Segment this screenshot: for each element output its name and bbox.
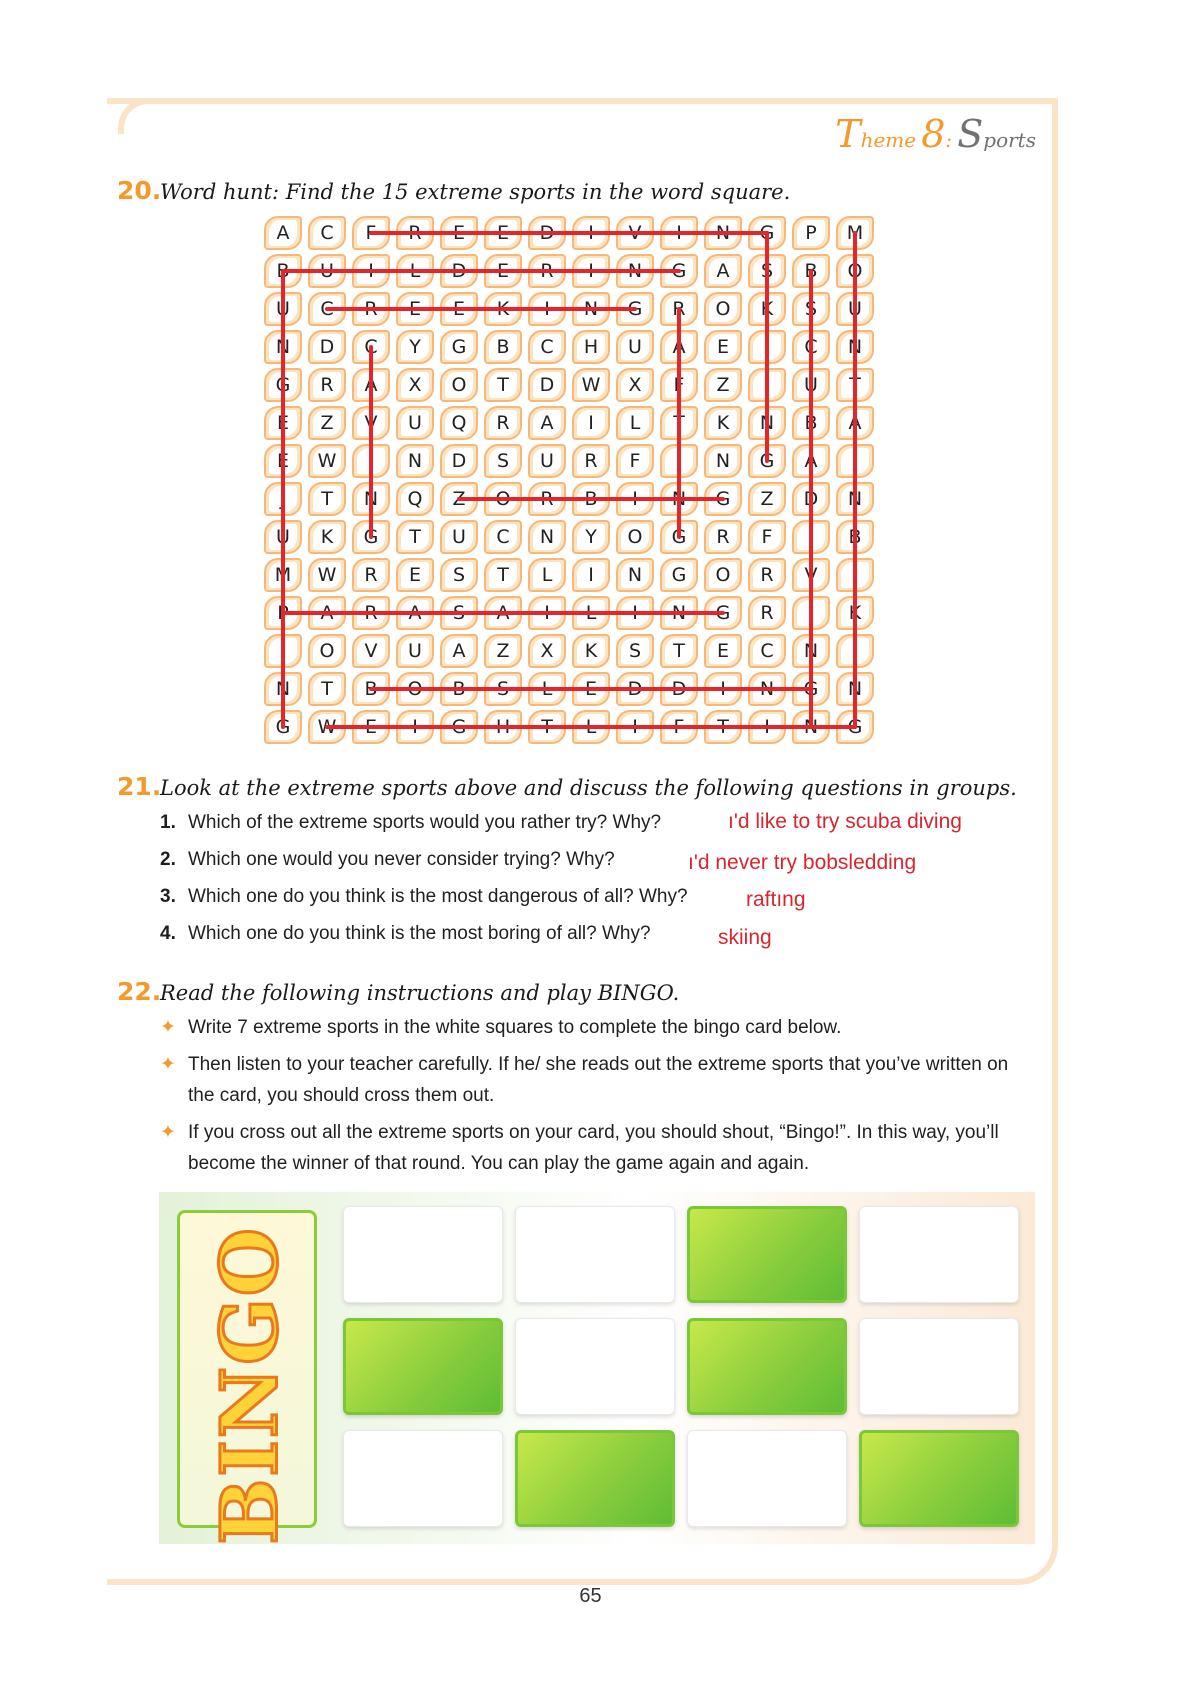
grid-cell: O	[616, 520, 654, 554]
bingo-green-square	[343, 1318, 503, 1415]
grid-cell: G	[792, 672, 830, 706]
grid-cell: K	[572, 634, 610, 668]
grid-cell: E	[396, 558, 434, 592]
grid-cell: Z	[484, 634, 522, 668]
bingo-white-square[interactable]	[515, 1206, 675, 1303]
grid-cell: I	[748, 368, 786, 402]
grid-cell: S	[484, 672, 522, 706]
grid-cell: Z	[748, 482, 786, 516]
word-square	[264, 216, 879, 748]
grid-cell: G	[660, 254, 698, 288]
grid-cell: X	[528, 634, 566, 668]
grid-cell: K	[484, 292, 522, 326]
grid-cell: I	[836, 444, 874, 478]
grid-cell: R	[352, 596, 390, 630]
grid-cell: E	[704, 634, 742, 668]
grid-cell: Q	[440, 406, 478, 440]
grid-cell: W	[308, 558, 346, 592]
grid-cell: S	[616, 634, 654, 668]
grid-cell: W	[308, 710, 346, 744]
grid-cell: G	[704, 596, 742, 630]
grid-cell: N	[660, 596, 698, 630]
grid-cell: N	[792, 634, 830, 668]
grid-cell: V	[352, 634, 390, 668]
grid-cell: I	[352, 254, 390, 288]
grid-cell: C	[352, 330, 390, 364]
grid-cell: G	[660, 520, 698, 554]
grid-cell: I	[572, 406, 610, 440]
grid-cell: I	[660, 216, 698, 250]
grid-cell: X	[396, 368, 434, 402]
grid-cell: G	[748, 216, 786, 250]
grid-cell: A	[484, 596, 522, 630]
grid-cell: O	[704, 292, 742, 326]
grid-cell: L	[528, 672, 566, 706]
grid-cell: R	[704, 520, 742, 554]
grid-cell: O	[308, 634, 346, 668]
q22-title: Read the following instructions and play BINGO.	[160, 981, 680, 1005]
grid-cell: A	[440, 634, 478, 668]
grid-cell: P	[792, 216, 830, 250]
grid-cell: U	[396, 634, 434, 668]
q20-title: Word hunt: Find the 15 extreme sports in the word square.	[160, 180, 791, 204]
grid-cell: B	[836, 520, 874, 554]
grid-cell: G	[440, 710, 478, 744]
grid-cell: D	[616, 672, 654, 706]
grid-cell: N	[264, 672, 302, 706]
grid-cell: I	[572, 558, 610, 592]
star-icon: ✦	[160, 1122, 176, 1143]
grid-cell: S	[792, 292, 830, 326]
grid-cell: G	[352, 520, 390, 554]
grid-cell: K	[836, 596, 874, 630]
handwritten-answer: ı'd like to try scuba diving	[728, 810, 962, 833]
grid-cell: R	[484, 406, 522, 440]
grid-cell: C	[484, 520, 522, 554]
grid-cell: I	[572, 216, 610, 250]
grid-cell: T	[484, 368, 522, 402]
q21-number: 21.	[117, 772, 162, 801]
grid-cell: S	[748, 254, 786, 288]
grid-cell: D	[792, 482, 830, 516]
grid-cell: N	[264, 330, 302, 364]
grid-cell: R	[352, 558, 390, 592]
grid-cell: O	[396, 672, 434, 706]
q21-item: 2. Which one would you never consider trying? Why?	[160, 849, 615, 870]
grid-cell: G	[660, 558, 698, 592]
grid-cell: T	[396, 520, 434, 554]
handwritten-answer: raftıng	[746, 888, 806, 911]
star-icon: ✦	[160, 1017, 176, 1038]
grid-cell: Q	[396, 482, 434, 516]
page-number: 65	[579, 1585, 602, 1607]
grid-cell: A	[836, 406, 874, 440]
grid-cell: I	[792, 520, 830, 554]
handwritten-answer: ı'd never try bobsledding	[688, 851, 917, 874]
grid-cell: I	[748, 710, 786, 744]
grid-cell: E	[484, 216, 522, 250]
grid-cell: D	[440, 444, 478, 478]
grid-cell: A	[704, 254, 742, 288]
grid-cell: B	[264, 254, 302, 288]
bingo-card	[159, 1192, 1035, 1544]
grid-cell: I	[792, 596, 830, 630]
grid-cell: M	[264, 558, 302, 592]
q22-number: 22.	[117, 977, 162, 1006]
handwritten-answer: skiing	[718, 926, 772, 949]
grid-cell: N	[616, 558, 654, 592]
grid-cell: N	[836, 330, 874, 364]
grid-cell: T	[308, 482, 346, 516]
grid-cell: A	[528, 406, 566, 440]
grid-cell: C	[528, 330, 566, 364]
grid-cell: N	[616, 254, 654, 288]
grid-cell: B	[440, 672, 478, 706]
grid-cell: G	[440, 330, 478, 364]
grid-cell: I	[748, 330, 786, 364]
grid-cell: V	[616, 216, 654, 250]
grid-cell: B	[484, 330, 522, 364]
grid-cell: N	[704, 216, 742, 250]
grid-cell: A	[308, 596, 346, 630]
grid-cell: D	[440, 254, 478, 288]
grid-cell: F	[660, 710, 698, 744]
grid-cell: O	[484, 482, 522, 516]
grid-cell: S	[484, 444, 522, 478]
grid-cell: C	[748, 634, 786, 668]
grid-cell: R	[352, 292, 390, 326]
grid-cell: A	[264, 216, 302, 250]
grid-cell: B	[792, 406, 830, 440]
grid-cell: G	[704, 482, 742, 516]
instruction-bullet: ✦ Write 7 extreme sports in the white squares to complete the bingo card below.	[188, 1012, 1038, 1043]
bingo-green-square	[687, 1206, 847, 1303]
grid-cell: O	[836, 254, 874, 288]
grid-cell: T	[528, 710, 566, 744]
grid-cell: E	[484, 254, 522, 288]
grid-cell: I	[528, 292, 566, 326]
grid-cell: R	[748, 558, 786, 592]
grid-cell: B	[352, 672, 390, 706]
grid-cell: A	[792, 444, 830, 478]
grid-cell: H	[572, 330, 610, 364]
grid-cell: I	[352, 444, 390, 478]
grid-cell: U	[396, 406, 434, 440]
grid-cell: G	[836, 710, 874, 744]
grid-cell: E	[440, 216, 478, 250]
grid-cell: G	[748, 444, 786, 478]
grid-cell: R	[748, 596, 786, 630]
grid-cell: N	[748, 406, 786, 440]
grid-cell: N	[792, 710, 830, 744]
grid-cell: Y	[396, 330, 434, 364]
grid-cell: K	[704, 406, 742, 440]
grid-cell: F	[352, 216, 390, 250]
grid-cell: C	[308, 292, 346, 326]
grid-cell: N	[836, 482, 874, 516]
grid-cell: W	[572, 368, 610, 402]
bingo-green-square	[515, 1430, 675, 1527]
grid-cell: G	[264, 710, 302, 744]
grid-cell: R	[572, 444, 610, 478]
grid-cell: T	[308, 672, 346, 706]
grid-cell: N	[836, 672, 874, 706]
grid-cell: N	[396, 444, 434, 478]
grid-cell: T	[660, 634, 698, 668]
q21-title: Look at the extreme sports above and discuss the following questions in groups.	[160, 776, 1017, 800]
grid-cell: V	[792, 558, 830, 592]
grid-cell: N	[748, 672, 786, 706]
grid-cell: D	[308, 330, 346, 364]
grid-cell: Z	[308, 406, 346, 440]
grid-cell: I	[528, 596, 566, 630]
grid-cell: U	[440, 520, 478, 554]
grid-cell: A	[396, 596, 434, 630]
bingo-green-square	[687, 1318, 847, 1415]
instruction-bullet: ✦ If you cross out all the extreme sports on your card, you should shout, “Bingo!”. In this way, you’ll become the winner of that round. You can play the game again and again.	[188, 1117, 1038, 1179]
grid-cell: I	[616, 596, 654, 630]
star-icon: ✦	[160, 1054, 176, 1075]
grid-cell: U	[836, 292, 874, 326]
grid-cell: I	[264, 634, 302, 668]
grid-cell: U	[528, 444, 566, 478]
grid-cell: R	[528, 482, 566, 516]
bingo-white-square[interactable]	[687, 1430, 847, 1527]
grid-cell: O	[440, 368, 478, 402]
grid-cell: L	[572, 710, 610, 744]
grid-cell: Z	[704, 368, 742, 402]
grid-cell: B	[572, 482, 610, 516]
grid-cell: N	[352, 482, 390, 516]
grid-cell: S	[440, 558, 478, 592]
grid-cell: P	[264, 596, 302, 630]
grid-cell: R	[308, 368, 346, 402]
grid-cell: S	[440, 596, 478, 630]
grid-cell: E	[704, 330, 742, 364]
grid-cell: E	[264, 444, 302, 478]
grid-cell: F	[748, 520, 786, 554]
bingo-white-square[interactable]	[515, 1318, 675, 1415]
grid-cell: I	[660, 444, 698, 478]
grid-cell: I	[836, 558, 874, 592]
grid-cell: N	[572, 292, 610, 326]
grid-cell: L	[528, 558, 566, 592]
q21-item: 1. Which of the extreme sports would you rather try? Why?	[160, 812, 662, 833]
grid-cell: U	[792, 368, 830, 402]
grid-cell: E	[264, 406, 302, 440]
bingo-title: BINGO	[204, 1226, 296, 1545]
grid-cell: K	[308, 520, 346, 554]
grid-cell: K	[748, 292, 786, 326]
grid-cell: D	[528, 368, 566, 402]
grid-cell: E	[352, 710, 390, 744]
grid-cell: I	[836, 634, 874, 668]
grid-cell: N	[660, 482, 698, 516]
grid-cell: U	[264, 292, 302, 326]
grid-cell: T	[836, 368, 874, 402]
grid-cell: W	[308, 444, 346, 478]
grid-cell: U	[616, 330, 654, 364]
grid-cell: L	[616, 406, 654, 440]
grid-cell: R	[528, 254, 566, 288]
bingo-title-panel	[177, 1210, 317, 1545]
bingo-white-square[interactable]	[343, 1206, 503, 1303]
grid-cell: I	[396, 710, 434, 744]
bingo-green-square	[859, 1430, 1019, 1527]
grid-cell: I	[572, 254, 610, 288]
grid-cell: E	[396, 292, 434, 326]
grid-cell: N	[704, 444, 742, 478]
grid-cell: C	[308, 216, 346, 250]
grid-cell: I	[616, 710, 654, 744]
theme-header: Theme 8: Sports	[835, 112, 1036, 156]
grid-cell: T	[660, 406, 698, 440]
grid-cell: D	[528, 216, 566, 250]
grid-cell: V	[352, 406, 390, 440]
grid-cell: J	[264, 482, 302, 516]
grid-cell: U	[264, 520, 302, 554]
grid-cell: A	[352, 368, 390, 402]
grid-cell: N	[528, 520, 566, 554]
grid-cell: I	[704, 672, 742, 706]
grid-cell: T	[704, 710, 742, 744]
grid-cell: M	[836, 216, 874, 250]
grid-cell: H	[484, 710, 522, 744]
bingo-white-square[interactable]	[343, 1430, 503, 1527]
bingo-white-square[interactable]	[859, 1318, 1019, 1415]
grid-cell: R	[660, 292, 698, 326]
grid-cell: U	[308, 254, 346, 288]
grid-cell: O	[704, 558, 742, 592]
grid-cell: L	[396, 254, 434, 288]
grid-cell: G	[264, 368, 302, 402]
grid-cell: F	[616, 444, 654, 478]
grid-cell: B	[792, 254, 830, 288]
grid-cell: Z	[440, 482, 478, 516]
grid-cell: T	[484, 558, 522, 592]
q21-item: 3. Which one do you think is the most dangerous of all? Why?	[160, 886, 688, 907]
grid-cell: C	[792, 330, 830, 364]
grid-cell: X	[616, 368, 654, 402]
grid-cell: G	[616, 292, 654, 326]
grid-cell: L	[572, 596, 610, 630]
grid-cell: R	[396, 216, 434, 250]
q21-item: 4. Which one do you think is the most boring of all? Why?	[160, 923, 651, 944]
grid-cell: E	[572, 672, 610, 706]
q20-number: 20.	[117, 176, 162, 205]
grid-cell: Y	[572, 520, 610, 554]
grid-cell: I	[616, 482, 654, 516]
grid-cell: F	[660, 368, 698, 402]
grid-cell: E	[440, 292, 478, 326]
bingo-white-square[interactable]	[859, 1206, 1019, 1303]
grid-cell: D	[660, 672, 698, 706]
grid-cell: A	[660, 330, 698, 364]
instruction-bullet: ✦ Then listen to your teacher carefully. If he/ she reads out the extreme sports that you’ve written on the card, you should cross them out.	[188, 1049, 1038, 1111]
